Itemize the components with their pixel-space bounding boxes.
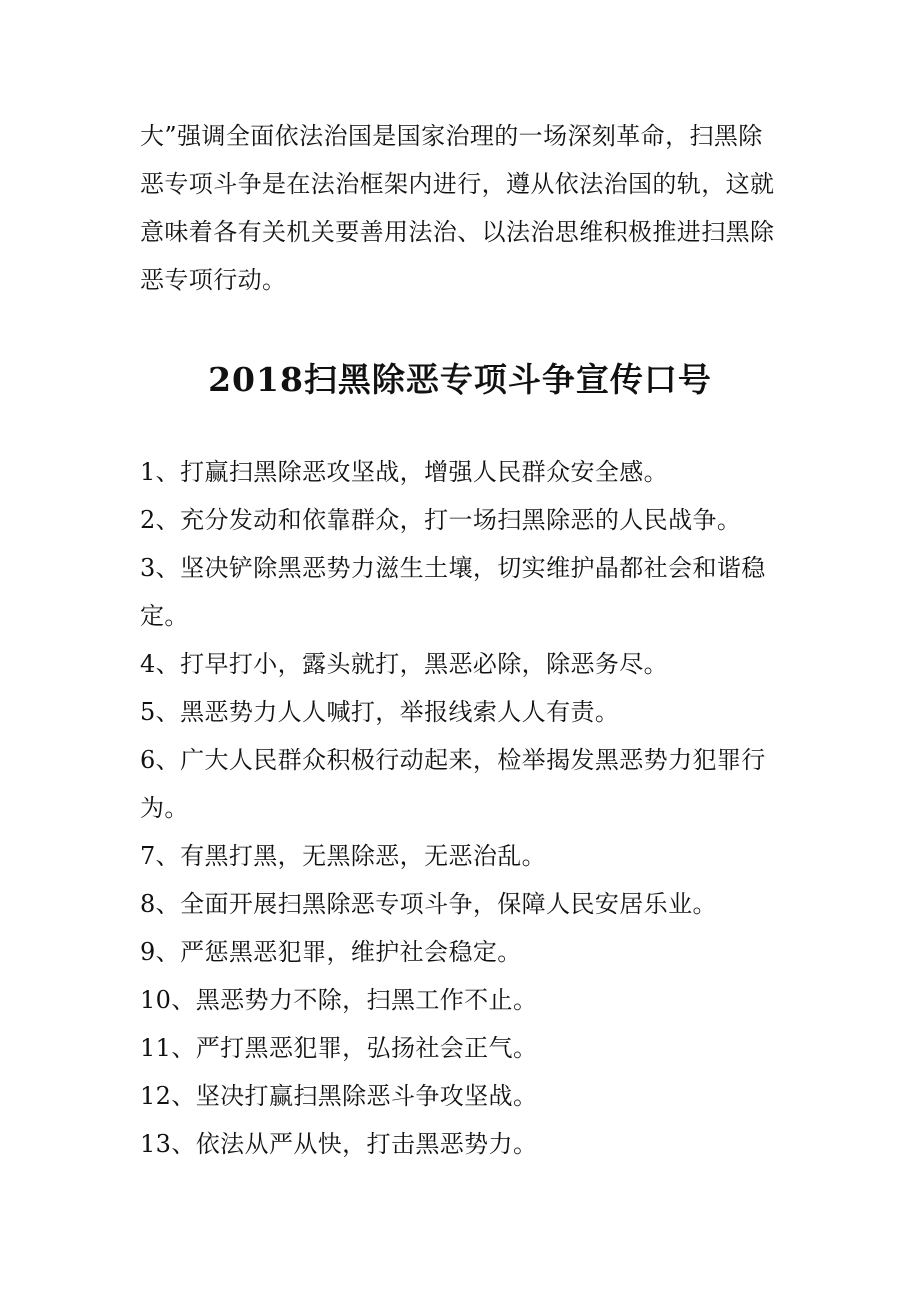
slogan-item-9: 9、严惩黑恶犯罪，维护社会稳定。 bbox=[140, 938, 522, 966]
intro-line: 意味着各有关机关要善用法治、以法治思维积极推进扫黑除 bbox=[140, 218, 775, 246]
slogan-item-10: 10、黑恶势力不除，扫黑工作不止。 bbox=[140, 986, 538, 1014]
slogan-item-12: 12、坚决打赢扫黑除恶斗争攻坚战。 bbox=[140, 1082, 538, 1110]
slogan-list bbox=[140, 448, 790, 1168]
slogan-item-8: 8、全面开展扫黑除恶专项斗争，保障人民安居乐业。 bbox=[140, 890, 717, 918]
slogan-item-1: 1、打赢扫黑除恶攻坚战，增强人民群众安全感。 bbox=[140, 458, 669, 486]
slogan-item-4: 4、打早打小，露头就打，黑恶必除，除恶务尽。 bbox=[140, 650, 669, 678]
slogan-item-5: 5、黑恶势力人人喊打，举报线索人人有责。 bbox=[140, 698, 620, 726]
intro-line: 大”强调全面依法治国是国家治理的一场深刻革命，扫黑除 bbox=[140, 122, 763, 150]
intro-line: 恶专项行动。 bbox=[140, 266, 287, 294]
slogan-item-3: 3、坚决铲除黑恶势力滋生土壤，切实维护晶都社会和谐稳 bbox=[140, 554, 766, 582]
slogan-item-2: 2、充分发动和依靠群众，打一场扫黑除恶的人民战争。 bbox=[140, 506, 742, 534]
slogan-item-6: 6、广大人民群众积极行动起来，检举揭发黑恶势力犯罪行 bbox=[140, 746, 766, 774]
slogan-item-7: 7、有黑打黑，无黑除恶，无恶治乱。 bbox=[140, 842, 547, 870]
slogan-item-13: 13、依法从严从快，打击黑恶势力。 bbox=[140, 1130, 538, 1158]
slogan-item-11: 11、严打黑恶犯罪，弘扬社会正气。 bbox=[140, 1034, 538, 1062]
slogan-item-6-continued: 为。 bbox=[140, 794, 189, 822]
slogan-item-3-continued: 定。 bbox=[140, 602, 189, 630]
intro-line: 恶专项斗争是在法治框架内进行，遵从依法治国的轨，这就 bbox=[140, 170, 775, 198]
page-title: 2018扫黑除恶专项斗争宣传口号 bbox=[208, 360, 712, 399]
intro-paragraph bbox=[140, 112, 790, 304]
